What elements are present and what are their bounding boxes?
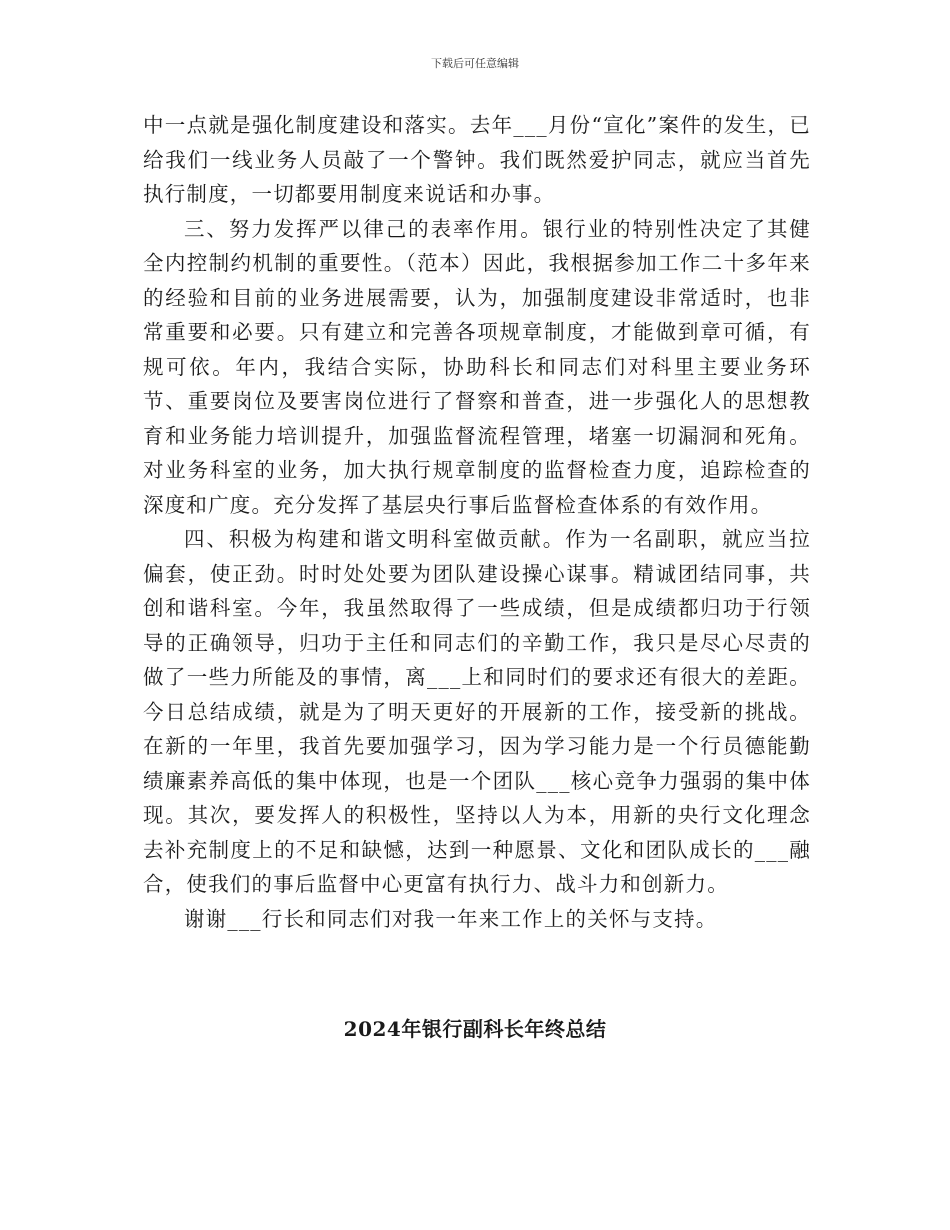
header-note: 下载后可任意编辑	[431, 57, 519, 70]
document-title: 2024年银行副科长年终总结	[343, 1017, 607, 1041]
paragraph-3: 四、积极为构建和谐文明科室做贡献。作为一名副职，就应当拉偏套，使正劲。时时处处要为团队建设操心谋事。精诚团结同事，共创和谐科室。今年，我虽然取得了一些成绩，但是成绩都归功于行领导的正确领导，归功于主任和同志们的辛勤工作，我只是尽心尽责的做了一些力所能及的事情，离___上和同时们的要求还有很大的差距。今日总结成绩，就是为了明天更好的开展新的工作，接受新的挑战。在新的一年里，我首先要加强学习，因为学习能力是一个行员德能勤绩廉素养高低的集中体现，也是一个团队___核心竞争力强弱的集中体现。其次，要发挥人的积极性，坚持以人为本，用新的央行文化理念去补充制度上的不足和缺憾，达到一种愿景、文化和团队成长的___融合，使我们的事后监督中心更富有执行力、战斗力和创新力。	[143, 527, 811, 896]
paragraph-1: 中一点就是强化制度建设和落实。去年___月份“宣化”案件的发生，已给我们一线业务人员敲了一个警钟。我们既然爱护同志，就应当首先执行制度，一切都要用制度来说话和办事。	[143, 113, 811, 206]
document-body	[143, 108, 811, 936]
paragraph-2: 三、努力发挥严以律己的表率作用。银行业的特别性决定了其健全内控制约机制的重要性。（范本）因此，我根据参加工作二十多年来的经验和目前的业务进展需要，认为，加强制度建设非常适时，也非常重要和必要。只有建立和完善各项规章制度，才能做到章可循，有规可依。年内，我结合实际，协助科长和同志们对科里主要业务环节、重要岗位及要害岗位进行了督察和普查，进一步强化人的思想教育和业务能力培训提升，加强监督流程管理，堵塞一切漏洞和死角。对业务科室的业务，加大执行规章制度的监督检查力度，追踪检查的深度和广度。充分发挥了基层央行事后监督检查体系的有效作用。	[143, 216, 811, 517]
paragraph-4: 谢谢___行长和同志们对我一年来工作上的关怀与支持。	[184, 906, 718, 931]
